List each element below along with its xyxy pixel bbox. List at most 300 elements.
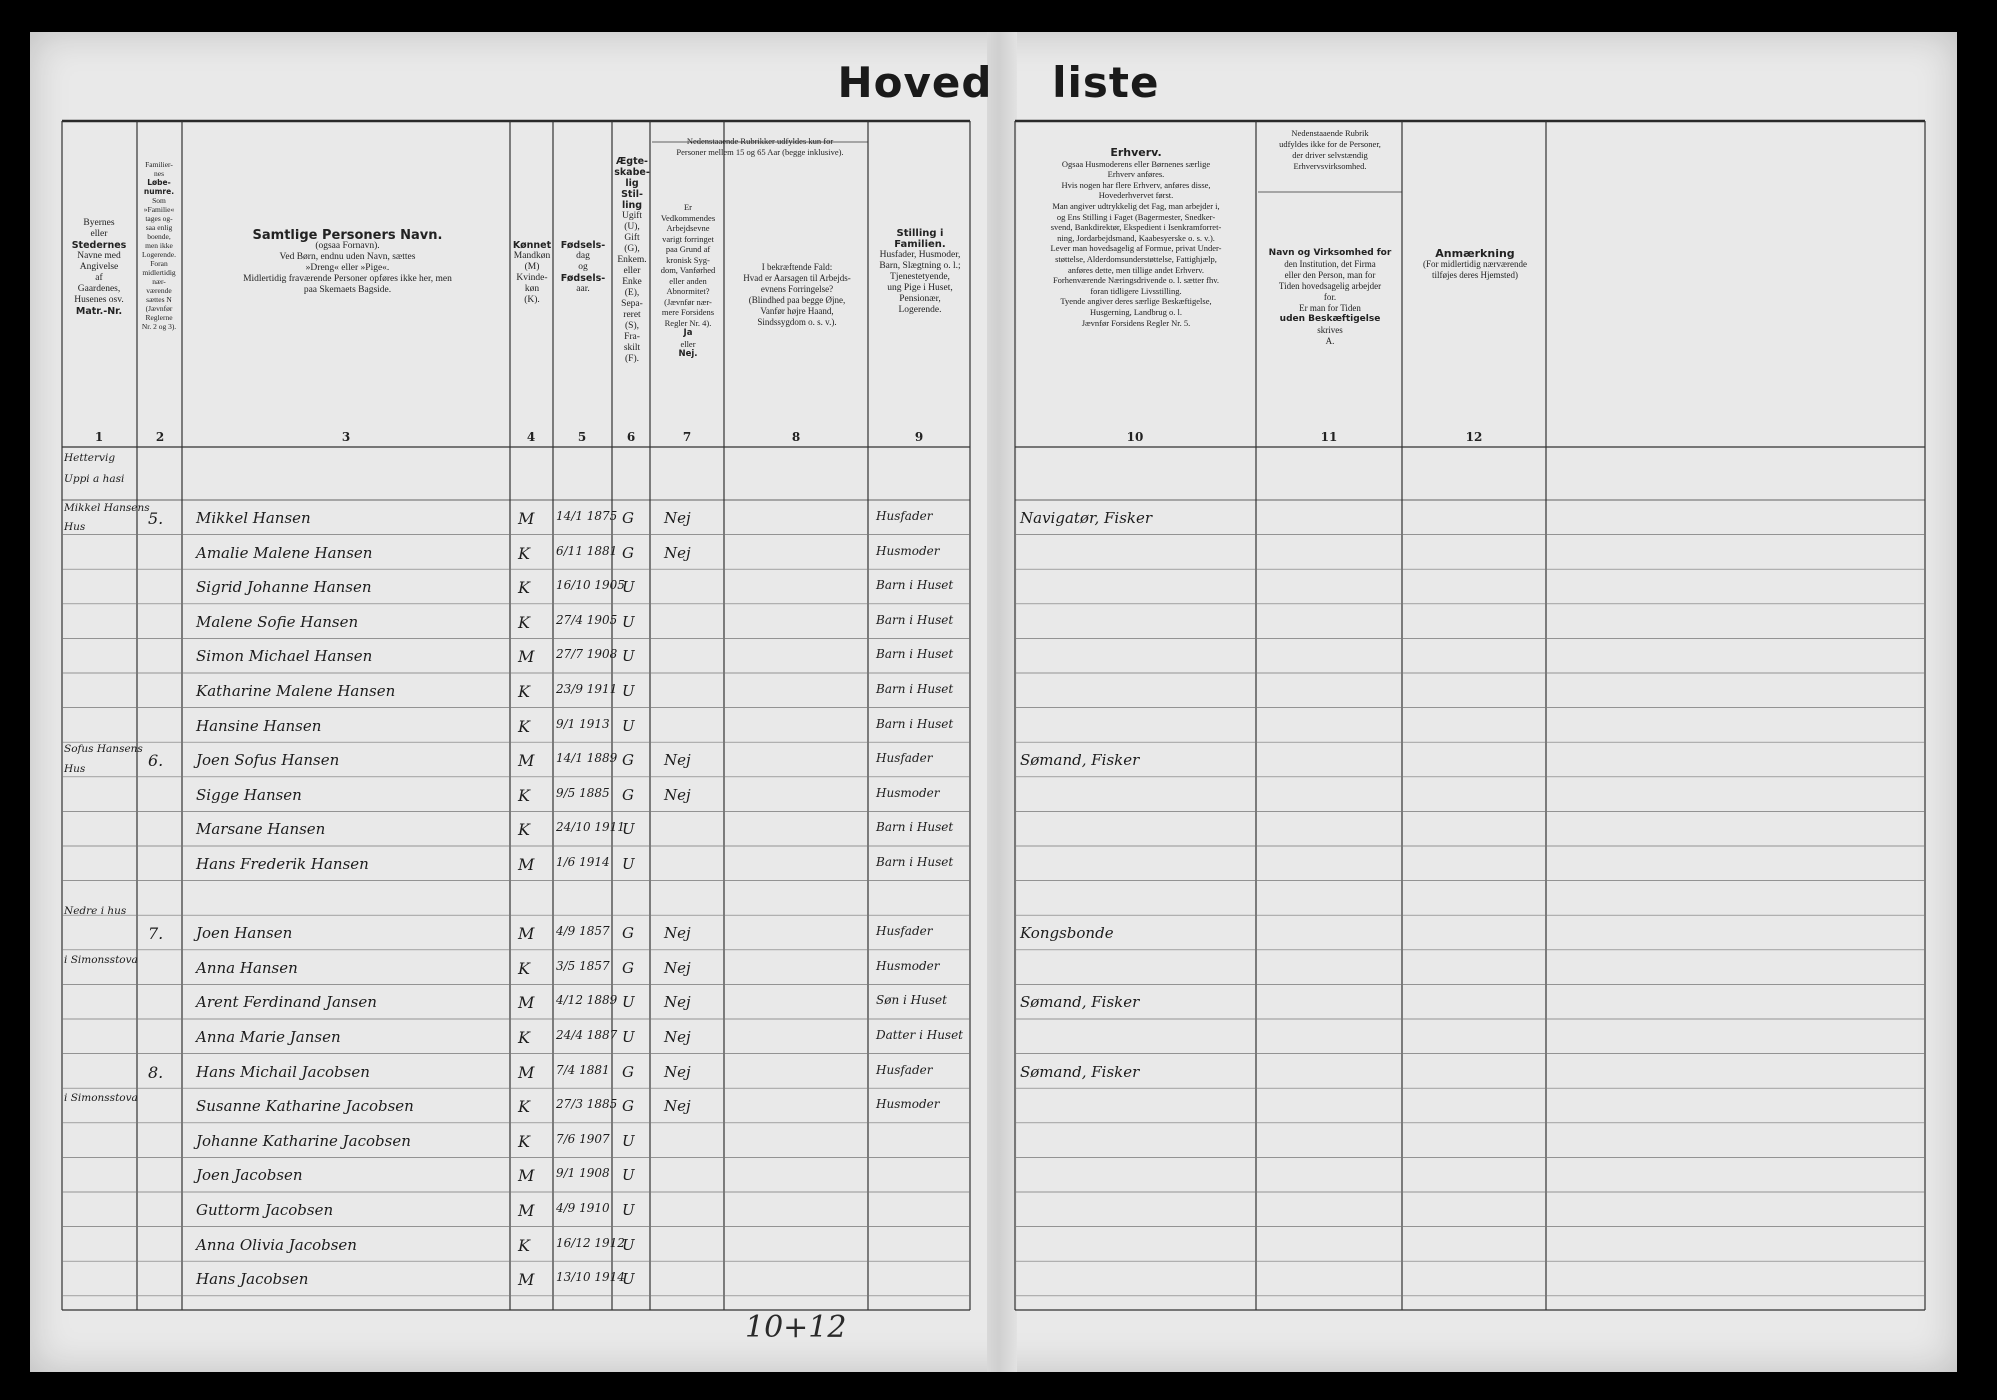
header-c2-line: saa enlig [145, 223, 173, 232]
person-name: Simon Michael Hansen [196, 647, 373, 666]
header-col4 [512, 240, 552, 306]
person-occupation: Sømand, Fisker [1020, 1062, 1140, 1081]
person-name: Anna Hansen [196, 958, 298, 977]
person-family-role: Barn i Huset [876, 820, 954, 835]
header-c2-line: sættes N [146, 295, 172, 304]
person-disability: Nej [664, 751, 691, 770]
place-note: Hus [64, 763, 86, 776]
header-c11-line: Navn og Virksomhed for [1268, 248, 1392, 258]
person-family-role: Husmoder [876, 1097, 940, 1112]
person-disability: Nej [664, 924, 691, 943]
header-c10-line: Man angiver udtrykkelig det Fag, man arbejder i, [1052, 200, 1220, 211]
header-c78-line: Nedenstaaende Rubrikker udfyldes kun for [686, 136, 834, 146]
header-c6-line: (F). [625, 354, 639, 364]
header-c6-line: reret [623, 310, 641, 320]
person-name: Sigrid Johanne Hansen [196, 578, 372, 597]
header-c5-line: og [578, 262, 588, 272]
header-c8-line: evnens Forringelse? [760, 284, 834, 294]
header-c2-line: Løbe- [147, 178, 171, 187]
person-name: Katharine Malene Hansen [196, 682, 396, 700]
header-col11-note [1258, 128, 1402, 172]
header-c6-line: Sepa- [621, 299, 643, 309]
person-birth: 23/9 1911 [556, 682, 618, 696]
header-c6-line: skabe- [614, 167, 650, 178]
header-c7-line: Er [683, 202, 693, 212]
person-sex: K [518, 1028, 530, 1047]
header-col4-lines [512, 240, 552, 306]
person-birth: 9/1 1908 [556, 1166, 610, 1181]
column-number: 2 [155, 430, 165, 444]
person-family-role: Husmoder [876, 785, 940, 800]
page-total-note: 10+12 [745, 1310, 847, 1345]
person-name: Johanne Katharine Jacobsen [196, 1131, 411, 1150]
person-civil-status: U [622, 716, 635, 735]
header-c7-line: varigt forringet [662, 233, 714, 244]
header-c3-line: »Dreng« eller »Pige«. [305, 263, 390, 273]
header-c9-line: Logerende. [898, 305, 942, 315]
header-col2 [138, 160, 180, 331]
place-note: Nedre i hus [64, 905, 127, 918]
header-col1 [62, 218, 136, 317]
person-sex: K [518, 682, 530, 701]
person-occupation: Sømand, Fisker [1020, 993, 1140, 1012]
header-col12 [1404, 248, 1546, 281]
header-c6-line: skilt [623, 343, 641, 353]
column-number: 11 [1320, 430, 1338, 444]
person-family-role: Barn i Huset [876, 716, 954, 731]
person-birth: 13/10 1914 [556, 1270, 625, 1285]
header-c12-line: Anmærkning [1435, 247, 1515, 260]
person-disability: Nej [664, 1097, 691, 1116]
person-occupation: Sømand, Fisker [1020, 751, 1140, 770]
place-note: i Simonsstova [64, 1092, 138, 1105]
header-c2-line: midlertidig [142, 268, 176, 277]
header-c10-line: Husgerning, Landbrug o. l. [1089, 306, 1183, 317]
family-number: 6. [148, 751, 164, 771]
person-birth: 4/12 1889 [556, 993, 618, 1008]
header-c6-line: eller [623, 266, 641, 276]
header-c4-line: Mandkøn [513, 251, 551, 261]
title-left: Hoved [837, 58, 993, 107]
header-c10-line: anføres dette, men tillige andet Erhverv. [1067, 264, 1205, 275]
header-c10-line: Erhverv. [1110, 146, 1162, 159]
person-name: Hans Jacobsen [196, 1270, 309, 1289]
person-civil-status: G [622, 924, 634, 943]
person-birth: 4/9 1910 [556, 1201, 610, 1215]
header-c11top-line: Erhvervsvirksomhed. [1293, 161, 1367, 171]
header-col10 [1016, 148, 1256, 328]
header-c11-line: eller den Person, man for [1284, 270, 1376, 280]
person-birth: 14/1 1889 [556, 751, 618, 766]
header-c10-line: Forhenværende Næringsdrivende o. l. sætter fhv. [1052, 275, 1220, 286]
person-sex: K [518, 716, 530, 736]
header-c10-line: Jævnfør Forsidens Regler Nr. 5. [1081, 317, 1191, 328]
person-sex: M [518, 1062, 535, 1082]
place-note: Sofus Hansens [64, 742, 143, 755]
header-c1-line: Gaardenes, [77, 284, 121, 294]
person-birth: 24/4 1887 [556, 1028, 618, 1042]
header-c2-line: numre. [143, 187, 175, 196]
header-c7-line: Nej. [678, 349, 698, 359]
header-c2-line: (Jævnfør [145, 304, 173, 313]
place-note: Uppi a hasi [64, 472, 125, 485]
person-sex: M [518, 1201, 535, 1220]
person-sex: K [518, 958, 530, 978]
header-c6-line: Ægte- [615, 156, 649, 167]
header-c6-line: lig [625, 178, 639, 189]
person-civil-status: G [622, 543, 634, 562]
header-col6-lines [614, 156, 650, 365]
header-c3-line: (ogsaa Fornavn). [315, 241, 380, 251]
header-c7-line: mere Forsidens [661, 307, 715, 317]
person-name: Amalie Malene Hansen [196, 543, 373, 562]
header-c6-line: (E), [624, 288, 640, 298]
header-c2-line: »Familie« [143, 205, 175, 214]
header-c6-line: ling [621, 200, 643, 211]
place-note: i Simonsstova [64, 953, 138, 966]
person-civil-status: G [622, 785, 634, 804]
header-c5-line: aar. [576, 284, 590, 294]
header-col3-lines [185, 230, 510, 296]
header-c10-line: Lever man hovedsagelig af Formue, privat Under- [1050, 243, 1222, 254]
header-c6-line: (G), [624, 244, 640, 254]
header-c2-line: nes [154, 169, 164, 178]
header-c7-line: (Jævnfør nær- [664, 296, 712, 307]
header-c2-line: men ikke [145, 241, 173, 250]
person-family-role: Barn i Huset [876, 578, 954, 593]
person-sex: M [518, 1270, 535, 1290]
header-col7-lines [652, 202, 724, 360]
person-sex: M [518, 647, 535, 667]
person-name: Joen Sofus Hansen [196, 751, 340, 770]
person-birth: 1/6 1914 [556, 855, 610, 869]
person-name: Anna Marie Jansen [196, 1028, 341, 1046]
person-name: Marsane Hansen [196, 820, 326, 839]
person-name: Mikkel Hansen [196, 509, 311, 527]
column-number: 4 [526, 430, 536, 444]
person-birth: 16/12 1912 [556, 1235, 625, 1250]
person-civil-status: U [622, 1131, 635, 1150]
person-civil-status: U [622, 647, 635, 666]
header-c2-line: Nr. 2 og 3). [141, 322, 177, 331]
person-birth: 27/4 1905 [556, 612, 618, 627]
header-c78-line: Personer mellem 15 og 65 Aar (begge inklusive). [676, 147, 844, 157]
header-c11top-line: Nedenstaaende Rubrik [1291, 128, 1369, 138]
header-c2-line: tages og- [145, 214, 173, 223]
header-c4-line: (K). [524, 295, 540, 305]
person-civil-status: U [622, 1028, 635, 1046]
header-c11-line: den Institution, det Firma [1284, 259, 1376, 269]
header-c3-line: Ved Børn, endnu uden Navn, sættes [279, 252, 416, 262]
header-c3-line: paa Skemaets Bagside. [303, 285, 392, 295]
column-number: 1 [94, 430, 104, 444]
header-c9-line: Stilling i Familien. [894, 228, 946, 250]
header-c11-line: uden Beskæftigelse [1279, 314, 1381, 324]
header-c6-line: Ugift [621, 211, 643, 221]
person-family-role: Husfader [876, 1062, 933, 1077]
person-civil-status: G [622, 1097, 634, 1116]
person-name: Guttorm Jacobsen [196, 1201, 334, 1219]
header-c7-line: Vedkommendes [660, 212, 716, 223]
person-family-role: Barn i Huset [876, 855, 954, 869]
header-c1-line: eller [90, 229, 108, 239]
header-c7-line: Regler Nr. 4). [664, 317, 712, 328]
person-civil-status: U [622, 612, 635, 631]
person-disability: Nej [664, 1062, 691, 1081]
person-family-role: Husmoder [876, 543, 940, 558]
header-col7-8-note [652, 136, 868, 158]
person-civil-status: U [622, 855, 635, 873]
header-c6-line: Stil- [621, 189, 643, 200]
header-c7-line: dom, Vanførhed [660, 265, 716, 275]
header-c12-line: tilføjes deres Hjemsted) [1432, 270, 1518, 280]
person-sex: M [518, 855, 535, 874]
header-c7-line: Arbejdsevne [666, 223, 710, 233]
header-c4-line: Kønnet [512, 240, 552, 251]
header-c9-line: ung Pige i Huset, [887, 283, 953, 293]
header-col6 [614, 156, 650, 365]
person-name: Susanne Katharine Jacobsen [196, 1097, 414, 1116]
title-right: liste [1052, 58, 1160, 107]
header-c12-line: (For midlertidig nærværende [1423, 259, 1527, 269]
family-number: 8. [148, 1062, 164, 1082]
header-col11top-lines [1258, 128, 1402, 172]
header-col7 [652, 202, 724, 360]
header-col11 [1258, 248, 1402, 347]
person-birth: 6/11 1881 [556, 543, 618, 558]
person-family-role: Husfader [876, 509, 933, 523]
header-c8-line: Hvad er Aarsagen til Arbejds- [743, 273, 851, 283]
header-col78-lines [652, 136, 868, 158]
header-c10-line: svend, Bankdirektør, Ekspedient i Isenkramforret- [1050, 222, 1222, 233]
person-disability: Nej [664, 785, 691, 804]
header-col3 [185, 230, 510, 296]
header-c1-line: Byernes [83, 218, 115, 228]
header-c10-line: Tyende angiver deres særlige Beskæftigelse, [1060, 296, 1212, 307]
column-number: 10 [1126, 430, 1144, 444]
page-gutter [987, 32, 1017, 1372]
header-c8-line: Vanfør højre Haand, [760, 306, 834, 316]
person-name: Sigge Hansen [196, 785, 302, 804]
person-family-role: Barn i Huset [876, 682, 954, 696]
header-c6-line: Gift [624, 233, 640, 243]
person-birth: 14/1 1875 [556, 509, 618, 523]
header-c10-line: Ogsaa Husmoderens eller Børnenes særlige [1061, 158, 1211, 169]
header-c7-line: kronisk Syg- [666, 254, 710, 265]
person-family-role: Husfader [876, 751, 933, 766]
header-c1-line: Matr.-Nr. [75, 306, 123, 317]
person-family-role: Datter i Huset [876, 1028, 963, 1042]
place-note: Mikkel Hansens [64, 502, 150, 515]
header-col5 [555, 240, 611, 295]
person-sex: M [518, 993, 535, 1013]
header-c10-line: og Ens Stilling i Faget (Bagermester, Snedker- [1056, 211, 1216, 222]
header-c2-line: Familier- [145, 160, 173, 169]
header-c6-line: (U), [624, 222, 640, 232]
person-birth: 27/3 1885 [556, 1097, 618, 1112]
person-civil-status: G [622, 509, 634, 527]
person-civil-status: U [622, 1270, 635, 1289]
person-family-role: Søn i Huset [876, 993, 947, 1008]
header-c7-line: eller [680, 338, 696, 349]
person-disability: Nej [664, 958, 691, 977]
person-sex: M [518, 751, 535, 771]
person-name: Joen Jacobsen [196, 1166, 303, 1185]
person-civil-status: U [622, 1166, 635, 1185]
person-birth: 9/5 1885 [556, 785, 610, 800]
person-birth: 3/5 1857 [556, 958, 610, 973]
header-c6-line: Enkem. [617, 255, 647, 265]
person-sex: M [518, 1166, 535, 1186]
person-sex: K [518, 785, 530, 805]
header-col9-lines [870, 228, 970, 316]
column-number: 12 [1465, 430, 1483, 444]
person-name: Hansine Hansen [196, 716, 322, 735]
person-civil-status: G [622, 958, 634, 977]
person-civil-status: U [622, 993, 635, 1012]
header-c5-line: Fødsels- [560, 273, 606, 284]
person-sex: K [518, 1131, 530, 1151]
header-c8-line: I bekræftende Fald: [761, 262, 833, 272]
person-family-role: Husfader [876, 924, 933, 939]
header-c10-line: ning, Jordarbejdsmand, Kaabesyerske o. s. v.). [1057, 232, 1215, 243]
header-c8-line: (Blindhed paa begge Øjne, [748, 295, 846, 305]
header-c10-line: Hvis nogen har flere Erhverv, anføres disse, [1061, 179, 1211, 190]
person-name: Arent Ferdinand Jansen [196, 993, 377, 1012]
header-c1-line: Navne med [77, 251, 121, 261]
page-title [0, 58, 1997, 107]
header-col8 [726, 262, 868, 328]
person-disability: Nej [664, 993, 691, 1012]
person-name: Anna Olivia Jacobsen [196, 1235, 357, 1254]
header-c1-line: Husenes osv. [74, 295, 124, 305]
header-c11-line: skrives [1317, 325, 1343, 335]
header-col1-lines [62, 218, 136, 317]
person-name: Malene Sofie Hansen [196, 612, 359, 631]
header-c9-line: Pensionær, [899, 294, 941, 304]
header-c11top-line: udfyldes ikke for de Personer, [1279, 139, 1381, 149]
person-name: Hans Michail Jacobsen [196, 1062, 370, 1081]
person-birth: 24/10 1911 [556, 820, 625, 835]
person-disability: Nej [664, 509, 691, 527]
person-birth: 7/4 1881 [556, 1062, 610, 1077]
person-name: Joen Hansen [196, 924, 293, 943]
person-civil-status: U [622, 578, 635, 597]
header-c10-line: støttelse, Alderdomsunderstøttelse, Fattighjælp, [1055, 253, 1217, 264]
header-c7-line: Ja [683, 328, 693, 338]
column-number: 8 [791, 430, 801, 444]
header-c2-line: Logerende. [142, 250, 176, 259]
header-c1-line: Angivelse [79, 262, 119, 272]
header-c1-line: af [95, 273, 103, 283]
person-name: Hans Frederik Hansen [196, 855, 369, 873]
header-c9-line: Tjenestetyende, [890, 272, 950, 282]
person-sex: K [518, 1097, 530, 1117]
person-disability: Nej [664, 543, 691, 562]
family-number: 7. [148, 924, 164, 944]
header-c6-line: (S), [625, 321, 639, 331]
place-note: Hus [64, 521, 86, 534]
header-c4-line: (M) [524, 262, 540, 272]
header-c2-line: Som [152, 196, 166, 205]
person-sex: M [518, 509, 535, 528]
person-disability: Nej [664, 1028, 691, 1046]
person-civil-status: U [622, 820, 635, 839]
header-c11-line: A. [1325, 336, 1335, 346]
header-c9-line: Husfader, Husmoder, [879, 250, 961, 260]
header-c9-line: Barn, Slægtning o. l.; [879, 261, 961, 271]
header-c7-line: paa Grund af [665, 244, 711, 254]
column-number: 5 [577, 430, 587, 444]
header-col12-lines [1404, 248, 1546, 281]
person-family-role: Husmoder [876, 958, 940, 973]
column-number: 3 [341, 430, 351, 444]
person-civil-status: U [622, 682, 635, 700]
header-c6-line: Fra- [624, 332, 640, 342]
person-family-role: Barn i Huset [876, 647, 954, 662]
person-family-role: Barn i Huset [876, 612, 954, 627]
header-c7-line: Abnormitet? [666, 286, 710, 296]
header-c2-line: værende [146, 286, 172, 295]
family-number: 5. [148, 509, 164, 528]
header-c8-line: Sindssygdom o. s. v.). [757, 317, 837, 327]
header-c2-line: nær- [152, 277, 166, 286]
header-c3-line: Midlertidig fraværende Personer opføres ikke her, men [243, 274, 452, 284]
header-c11-line: for. [1323, 292, 1337, 302]
header-col9 [870, 228, 970, 316]
place-note: Hettervig [64, 452, 116, 464]
person-sex: K [518, 820, 530, 840]
header-c4-line: køn [524, 284, 540, 294]
person-civil-status: G [622, 751, 634, 770]
header-col2-lines [138, 160, 180, 331]
person-occupation: Navigatør, Fisker [1020, 509, 1153, 527]
column-number: 6 [626, 430, 636, 444]
person-sex: K [518, 1235, 530, 1255]
person-birth: 4/9 1857 [556, 924, 610, 939]
person-civil-status: G [622, 1062, 634, 1081]
header-c11-line: Tiden hovedsagelig arbejder [1278, 281, 1382, 291]
header-c5-line: dag [576, 251, 590, 261]
header-c5-line: Fødsels- [560, 240, 606, 251]
header-c7-line: eller anden [669, 275, 707, 286]
header-c3-line: Samtlige Personers Navn. [252, 228, 443, 243]
person-civil-status: U [622, 1201, 635, 1219]
header-col11-lines [1258, 248, 1402, 347]
header-c10-line: foran tidligere Livsstilling. [1090, 285, 1182, 296]
header-col8-lines [726, 262, 868, 328]
header-col5-lines [555, 240, 611, 295]
person-sex: K [518, 543, 530, 563]
header-c10-line: Hovederhvervet først. [1098, 190, 1174, 201]
header-col10-lines [1016, 148, 1256, 328]
person-occupation: Kongsbonde [1020, 924, 1114, 943]
header-c6-line: Enke [622, 277, 642, 287]
column-number: 9 [914, 430, 924, 444]
header-c2-line: Reglerne [145, 313, 173, 322]
person-birth: 16/10 1905 [556, 578, 625, 593]
header-c10-line: Erhverv anføres. [1107, 169, 1165, 180]
header-c4-line: Kvinde- [516, 273, 548, 283]
header-c11top-line: der driver selvstændig [1292, 150, 1368, 160]
person-sex: M [518, 924, 535, 944]
header-c1-line: Stedernes [71, 240, 127, 251]
header-c2-line: Foran [150, 259, 168, 268]
column-number: 7 [682, 430, 692, 444]
header-c11-line: Er man for Tiden [1299, 303, 1361, 313]
person-birth: 9/1 1913 [556, 716, 610, 731]
person-sex: K [518, 612, 530, 632]
